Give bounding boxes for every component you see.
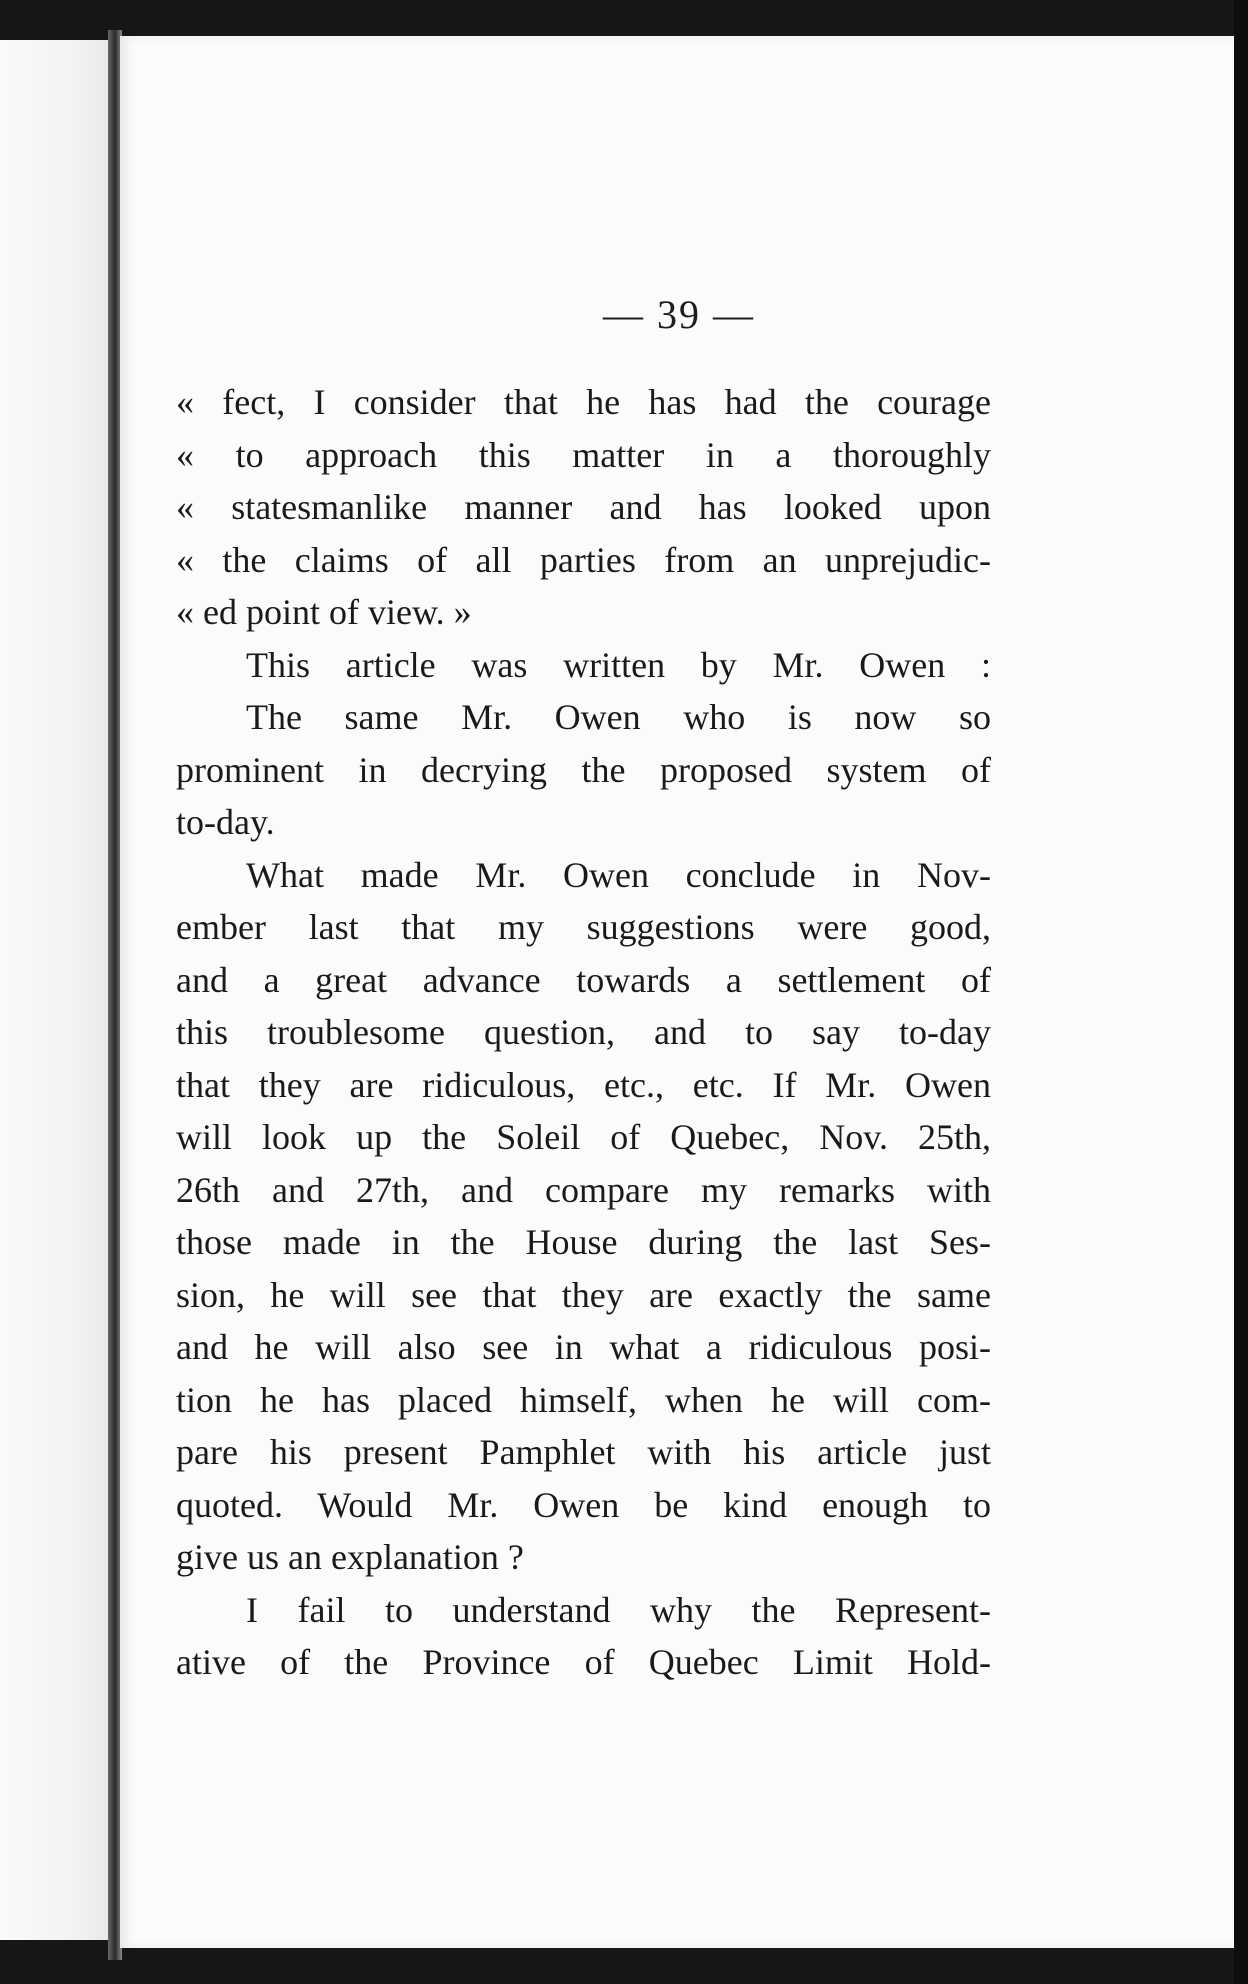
text-line: 26th and 27th, and compare my remarks with <box>176 1169 991 1210</box>
text-line: tion he has placed himself, when he will com- <box>176 1379 991 1420</box>
text-line: will look up the Soleil of Quebec, Nov. 25th, <box>176 1117 991 1157</box>
previous-page-edge <box>0 40 112 1940</box>
text-line: What made Mr. Owen conclude in Nov- <box>246 854 991 895</box>
text-line: give us an explanation ? <box>176 1537 524 1577</box>
text-line: prominent in decrying the proposed system of <box>176 749 991 790</box>
text-line: The same Mr. Owen who is now so <box>246 697 991 737</box>
text-line: « to approach this matter in a thoroughly <box>176 434 991 475</box>
text-line: « the claims of all parties from an unprejudic- <box>176 539 991 580</box>
book-page <box>120 36 1238 1948</box>
text-line: quoted. Would Mr. Owen be kind enough to <box>176 1484 991 1525</box>
page-body-text <box>176 376 991 1689</box>
text-line: « statesmanlike manner and has looked upon <box>176 487 991 527</box>
text-line: and he will also see in what a ridiculous posi- <box>176 1327 991 1367</box>
text-line: this troublesome question, and to say to-day <box>176 1012 991 1052</box>
text-line: that they are ridiculous, etc., etc. If Mr. Owen <box>176 1064 991 1105</box>
text-line: « fect, I consider that he has had the courage <box>176 382 991 422</box>
text-line: ative of the Province of Quebec Limit Hold- <box>176 1642 991 1682</box>
text-line: and a great advance towards a settlement of <box>176 959 991 1000</box>
text-line: those made in the House during the last Ses- <box>176 1222 991 1262</box>
text-line: sion, he will see that they are exactly the same <box>176 1274 991 1315</box>
text-line: to-day. <box>176 802 275 842</box>
text-line: pare his present Pamphlet with his article just <box>176 1432 991 1472</box>
text-line: This article was written by Mr. Owen : <box>246 644 991 685</box>
scan-right-border <box>1234 0 1248 1984</box>
text-line: ember last that my suggestions were good, <box>176 907 991 947</box>
text-line: « ed point of view. » <box>176 592 472 632</box>
text-line: I fail to understand why the Represent- <box>246 1589 991 1630</box>
page-number: — 39 — <box>603 292 755 337</box>
